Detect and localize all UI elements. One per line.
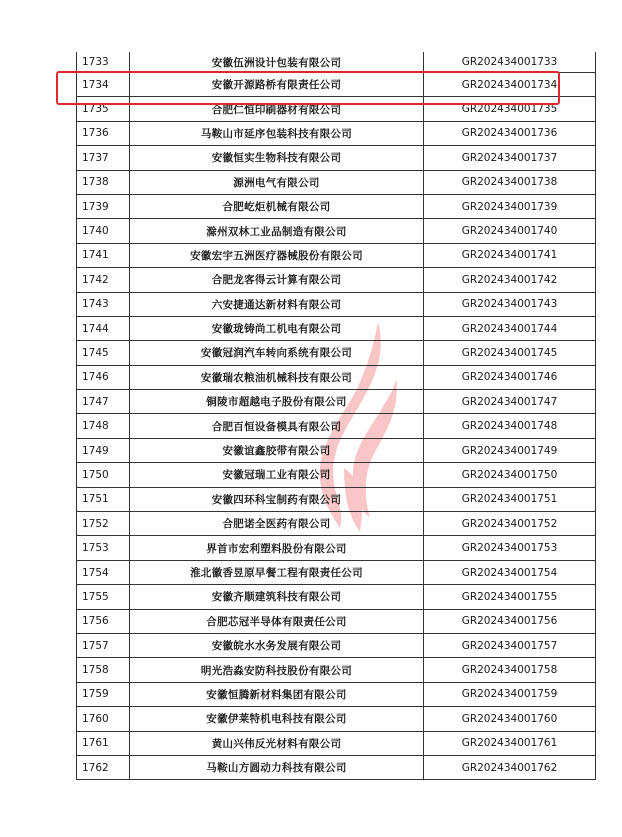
row-number: 1757 xyxy=(77,633,130,657)
company-name: 淮北徽香昱原早餐工程有限责任公司 xyxy=(130,560,424,584)
row-number: 1737 xyxy=(77,146,130,170)
table-row xyxy=(77,560,596,584)
company-name: 合肥芯冠半导体有限责任公司 xyxy=(130,609,424,633)
company-name: 安徽皖水水务发展有限公司 xyxy=(130,633,424,657)
certificate-number: GR202434001748 xyxy=(424,414,596,438)
company-name: 黄山兴伟反光材料有限公司 xyxy=(130,731,424,755)
row-number: 1743 xyxy=(77,292,130,316)
table-row xyxy=(77,73,596,97)
company-name: 安徽宏宇五洲医疗器械股份有限公司 xyxy=(130,243,424,267)
certificate-number: GR202434001761 xyxy=(424,731,596,755)
row-number: 1747 xyxy=(77,390,130,414)
row-number: 1751 xyxy=(77,487,130,511)
table-row xyxy=(77,219,596,243)
table-row xyxy=(77,731,596,755)
certificate-number: GR202434001739 xyxy=(424,194,596,218)
table-row xyxy=(77,609,596,633)
company-name: 安徽四环科宝制药有限公司 xyxy=(130,487,424,511)
table-body xyxy=(77,52,596,780)
certificate-number: GR202434001738 xyxy=(424,170,596,194)
company-name: 安徽伍洲设计包装有限公司 xyxy=(130,52,424,73)
row-number: 1741 xyxy=(77,243,130,267)
certificate-number: GR202434001753 xyxy=(424,536,596,560)
row-number: 1758 xyxy=(77,658,130,682)
company-name: 安徽谊鑫胶带有限公司 xyxy=(130,438,424,462)
company-name: 界首市宏利塑料股份有限公司 xyxy=(130,536,424,560)
table-row xyxy=(77,194,596,218)
table-row xyxy=(77,97,596,121)
table-row xyxy=(77,316,596,340)
certificate-number: GR202434001756 xyxy=(424,609,596,633)
company-name: 安徽伊莱特机电科技有限公司 xyxy=(130,707,424,731)
certificate-number: GR202434001759 xyxy=(424,682,596,706)
company-name: 安徽冠瑞工业有限公司 xyxy=(130,463,424,487)
table-row xyxy=(77,463,596,487)
certificate-number: GR202434001744 xyxy=(424,316,596,340)
certificate-number: GR202434001758 xyxy=(424,658,596,682)
company-name: 六安捷通达新材料有限公司 xyxy=(130,292,424,316)
table-row xyxy=(77,536,596,560)
row-number: 1760 xyxy=(77,707,130,731)
certificate-number: GR202434001755 xyxy=(424,585,596,609)
table-row xyxy=(77,268,596,292)
table-row xyxy=(77,121,596,145)
table-row xyxy=(77,755,596,779)
table-row xyxy=(77,341,596,365)
row-number: 1742 xyxy=(77,268,130,292)
table-row xyxy=(77,365,596,389)
row-number: 1735 xyxy=(77,97,130,121)
company-name: 马鞍山市延序包装科技有限公司 xyxy=(130,121,424,145)
certificate-table xyxy=(76,52,596,780)
certificate-number: GR202434001750 xyxy=(424,463,596,487)
company-name: 合肥龙客得云计算有限公司 xyxy=(130,268,424,292)
row-number: 1740 xyxy=(77,219,130,243)
table-row xyxy=(77,585,596,609)
certificate-number: GR202434001740 xyxy=(424,219,596,243)
row-number: 1752 xyxy=(77,512,130,536)
table-row xyxy=(77,658,596,682)
row-number: 1762 xyxy=(77,755,130,779)
company-name: 马鞍山方圆动力科技有限公司 xyxy=(130,755,424,779)
row-number: 1739 xyxy=(77,194,130,218)
certificate-number: GR202434001749 xyxy=(424,438,596,462)
row-number: 1733 xyxy=(77,52,130,73)
company-name: 合肥百恒设备模具有限公司 xyxy=(130,414,424,438)
row-number: 1761 xyxy=(77,731,130,755)
company-name: 合肥仁恒印刷器材有限公司 xyxy=(130,97,424,121)
company-name: 合肥屹炬机械有限公司 xyxy=(130,194,424,218)
row-number: 1746 xyxy=(77,365,130,389)
certificate-number: GR202434001743 xyxy=(424,292,596,316)
row-number: 1745 xyxy=(77,341,130,365)
table-row xyxy=(77,438,596,462)
certificate-number: GR202434001733 xyxy=(424,52,596,73)
row-number: 1754 xyxy=(77,560,130,584)
certificate-number: GR202434001746 xyxy=(424,365,596,389)
certificate-number: GR202434001751 xyxy=(424,487,596,511)
row-number: 1748 xyxy=(77,414,130,438)
company-name: 滁州双林工业品制造有限公司 xyxy=(130,219,424,243)
certificate-number: GR202434001742 xyxy=(424,268,596,292)
table-row xyxy=(77,170,596,194)
certificate-number: GR202434001737 xyxy=(424,146,596,170)
row-number: 1750 xyxy=(77,463,130,487)
certificate-number: GR202434001752 xyxy=(424,512,596,536)
certificate-number: GR202434001757 xyxy=(424,633,596,657)
company-name: 合肥诺全医药有限公司 xyxy=(130,512,424,536)
row-number: 1736 xyxy=(77,121,130,145)
row-number: 1753 xyxy=(77,536,130,560)
table-row xyxy=(77,512,596,536)
certificate-number: GR202434001734 xyxy=(424,73,596,97)
table-row xyxy=(77,52,596,73)
certificate-number: GR202434001754 xyxy=(424,560,596,584)
company-name: 铜陵市超越电子股份有限公司 xyxy=(130,390,424,414)
company-name: 安徽珑铸尚工机电有限公司 xyxy=(130,316,424,340)
certificate-number: GR202434001735 xyxy=(424,97,596,121)
company-name: 安徽瑞农粮油机械科技有限公司 xyxy=(130,365,424,389)
certificate-number: GR202434001736 xyxy=(424,121,596,145)
company-name: 源洲电气有限公司 xyxy=(130,170,424,194)
company-name: 安徽冠润汽车转向系统有限公司 xyxy=(130,341,424,365)
row-number: 1744 xyxy=(77,316,130,340)
table-row xyxy=(77,707,596,731)
table-row xyxy=(77,633,596,657)
table-row xyxy=(77,292,596,316)
company-name: 安徽开源路桥有限责任公司 xyxy=(130,73,424,97)
row-number: 1759 xyxy=(77,682,130,706)
table-row xyxy=(77,414,596,438)
table-row xyxy=(77,487,596,511)
row-number: 1734 xyxy=(77,73,130,97)
certificate-number: GR202434001741 xyxy=(424,243,596,267)
company-name: 明光浩淼安防科技股份有限公司 xyxy=(130,658,424,682)
certificate-number: GR202434001747 xyxy=(424,390,596,414)
table-row xyxy=(77,146,596,170)
row-number: 1738 xyxy=(77,170,130,194)
row-number: 1749 xyxy=(77,438,130,462)
table-row xyxy=(77,682,596,706)
company-name: 安徽恒腾新材料集团有限公司 xyxy=(130,682,424,706)
company-name: 安徽恒实生物科技有限公司 xyxy=(130,146,424,170)
row-number: 1756 xyxy=(77,609,130,633)
row-number: 1755 xyxy=(77,585,130,609)
company-name: 安徽齐顺建筑科技有限公司 xyxy=(130,585,424,609)
certificate-number: GR202434001745 xyxy=(424,341,596,365)
table-row xyxy=(77,243,596,267)
certificate-number: GR202434001760 xyxy=(424,707,596,731)
certificate-number: GR202434001762 xyxy=(424,755,596,779)
table-row xyxy=(77,390,596,414)
